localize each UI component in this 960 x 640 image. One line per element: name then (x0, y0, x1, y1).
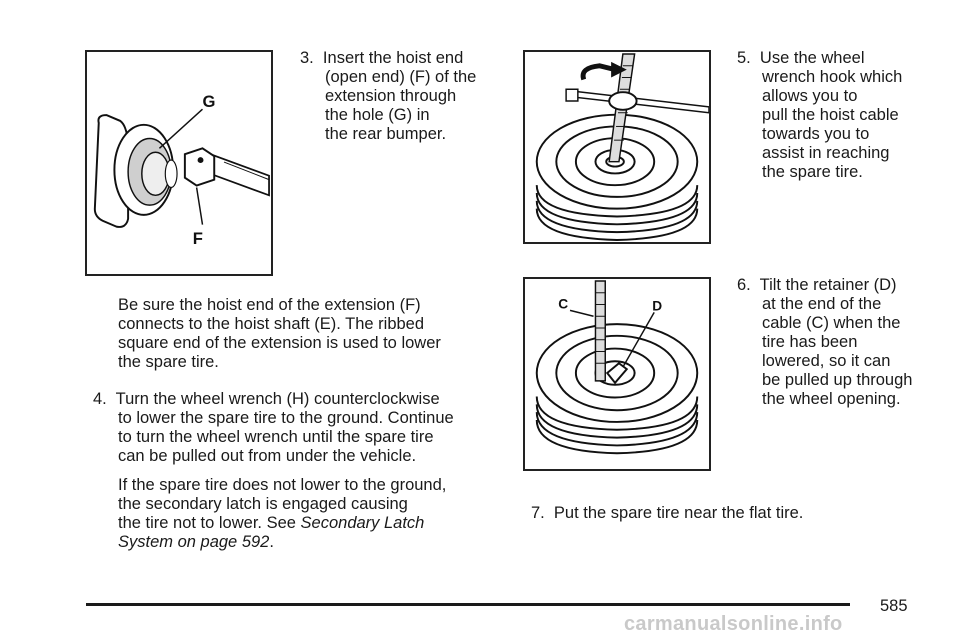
hoist-paragraph-line-2: connects to the hoist shaft (E). The ribbed (118, 315, 425, 333)
step-5-line-6: assist in reaching (762, 144, 890, 162)
step-6-line-6: be pulled up through (762, 371, 913, 389)
hoist-extension-illustration (87, 52, 271, 274)
watermark: carmanualsonline.info (624, 613, 843, 635)
figure-hoist-extension (85, 50, 273, 276)
latch-paragraph-end: . (269, 533, 274, 551)
latch-paragraph-line-2: the secondary latch is engaged causing (118, 495, 408, 513)
step-3-line-5: the rear bumper. (325, 125, 447, 143)
label-c: C (558, 296, 569, 312)
step-4-line-4: can be pulled out from under the vehicle. (118, 447, 417, 465)
step-3-line-1: 3. Insert the hoist end (300, 49, 464, 67)
label-g: G (202, 92, 216, 112)
label-d: D (652, 298, 663, 314)
step-6-line-3: cable (C) when the (762, 314, 901, 332)
step-4-line-3: to turn the wheel wrench until the spare tire (118, 428, 434, 446)
step-5-line-7: the spare tire. (762, 163, 863, 181)
hoist-paragraph-line-3: square end of the extension is used to lower (118, 334, 441, 352)
secondary-latch-reference-part-1[interactable]: Secondary Latch (300, 514, 425, 532)
step-5-line-1: 5. Use the wheel (737, 49, 865, 67)
latch-paragraph-line-3 (118, 514, 424, 534)
step-3-line-2: (open end) (F) of the (325, 68, 477, 86)
step-3-line-4: the hole (G) in (325, 106, 430, 124)
figure-retainer-cable (523, 277, 711, 471)
hoist-paragraph-line-1: Be sure the hoist end of the extension (F) (118, 296, 421, 314)
step-6-line-1: 6. Tilt the retainer (D) (737, 276, 897, 294)
wrench-hook-illustration (525, 52, 709, 242)
step-5-line-2: wrench hook which (762, 68, 903, 86)
figure-wrench-hook (523, 50, 711, 244)
step-6-line-4: tire has been (762, 333, 858, 351)
step-3-line-3: extension through (325, 87, 457, 105)
hoist-paragraph-line-4: the spare tire. (118, 353, 219, 371)
step-6-line-2: at the end of the (762, 295, 882, 313)
step-6-line-5: lowered, so it can (762, 352, 891, 370)
step-7: 7. Put the spare tire near the flat tire. (531, 504, 804, 522)
step-4-line-2: to lower the spare tire to the ground. Continue (118, 409, 454, 427)
step-5-line-5: towards you to (762, 125, 870, 143)
latch-paragraph-line-3-text: the tire not to lower. See (118, 514, 301, 532)
step-5-line-4: pull the hoist cable (762, 106, 899, 124)
latch-paragraph-line-1: If the spare tire does not lower to the ground, (118, 476, 447, 494)
footer-rule (86, 603, 850, 606)
step-6-line-7: the wheel opening. (762, 390, 901, 408)
label-f: F (192, 229, 203, 249)
latch-paragraph-line-4 (118, 533, 274, 553)
step-5-line-3: allows you to (762, 87, 858, 105)
secondary-latch-reference-part-2[interactable]: System on page 592 (118, 533, 270, 551)
retainer-cable-illustration (525, 279, 709, 469)
page-number: 585 (880, 597, 908, 615)
step-4-line-1: 4. Turn the wheel wrench (H) counterclockwise (93, 390, 440, 408)
